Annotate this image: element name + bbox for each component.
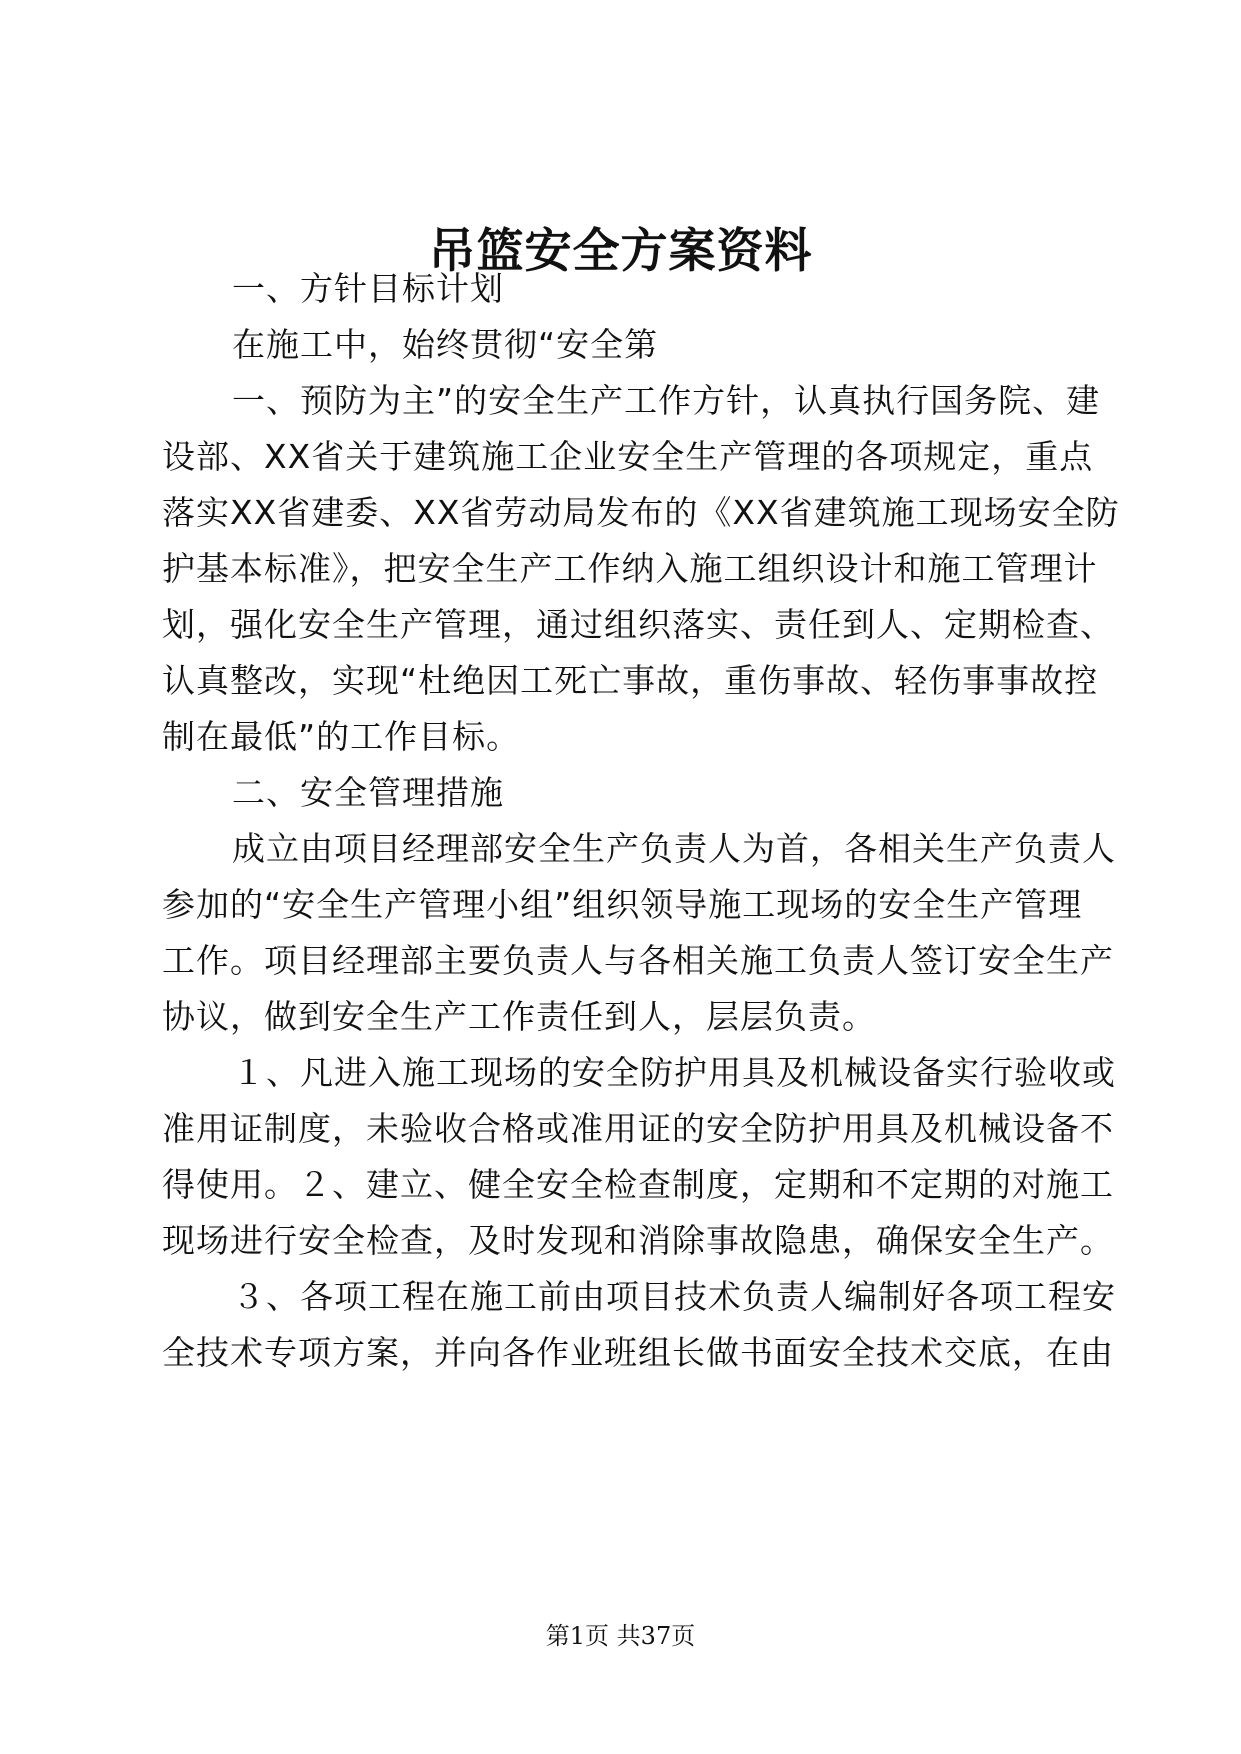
paragraph-line: ３、各项工程在施工前由项目技术负责人编制好各项工程安	[232, 1277, 1116, 1316]
paragraph-line: 准用证制度，未验收合格或准用证的安全防护用具及机械设备不	[162, 1109, 1114, 1148]
paragraph-line: 得使用。２、建立、健全安全检查制度，定期和不定期的对施工	[162, 1165, 1114, 1204]
paragraph-line: 参加的“安全生产管理小组”组织领导施工现场的安全生产管理	[162, 885, 1083, 924]
paragraph-line: 在施工中，始终贯彻“安全第	[232, 325, 659, 364]
paragraph-line: 护基本标准》，把安全生产工作纳入施工组织设计和施工管理计	[162, 549, 1098, 588]
paragraph-line: 全技术专项方案，并向各作业班组长做书面安全技术交底，在由	[162, 1333, 1114, 1372]
section-heading-1: 一、方针目标计划	[232, 269, 504, 308]
paragraph-line: 认真整改，实现“杜绝因工死亡事故，重伤事故、轻伤事事故控	[162, 661, 1099, 700]
paragraph-line: 划，强化安全生产管理，通过组织落实、责任到人、定期检查、	[162, 605, 1114, 644]
paragraph-line: 制在最低”的工作目标。	[162, 717, 521, 756]
paragraph-line: 工作。项目经理部主要负责人与各相关施工负责人签订安全生产	[162, 941, 1114, 980]
paragraph-line: 成立由项目经理部安全生产负责人为首，各相关生产负责人	[232, 829, 1116, 868]
paragraph-line: １、凡进入施工现场的安全防护用具及机械设备实行验收或	[232, 1053, 1116, 1092]
paragraph-line: 协议，做到安全生产工作责任到人，层层负责。	[162, 997, 876, 1036]
page-number-footer: 第1页 共37页	[545, 1622, 696, 1650]
paragraph-line: 一、预防为主”的安全生产工作方针，认真执行国务院、建	[232, 381, 1101, 420]
paragraph-line: 设部、XX省关于建筑施工企业安全生产管理的各项规定，重点	[162, 437, 1094, 476]
paragraph-line: 落实XX省建委、XX省劳动局发布的《XX省建筑施工现场安全防	[162, 493, 1120, 532]
document-title: 吊篮安全方案资料	[428, 224, 813, 279]
paragraph-line: 现场进行安全检查，及时发现和消除事故隐患，确保安全生产。	[162, 1221, 1114, 1260]
section-heading-2: 二、安全管理措施	[232, 773, 504, 812]
